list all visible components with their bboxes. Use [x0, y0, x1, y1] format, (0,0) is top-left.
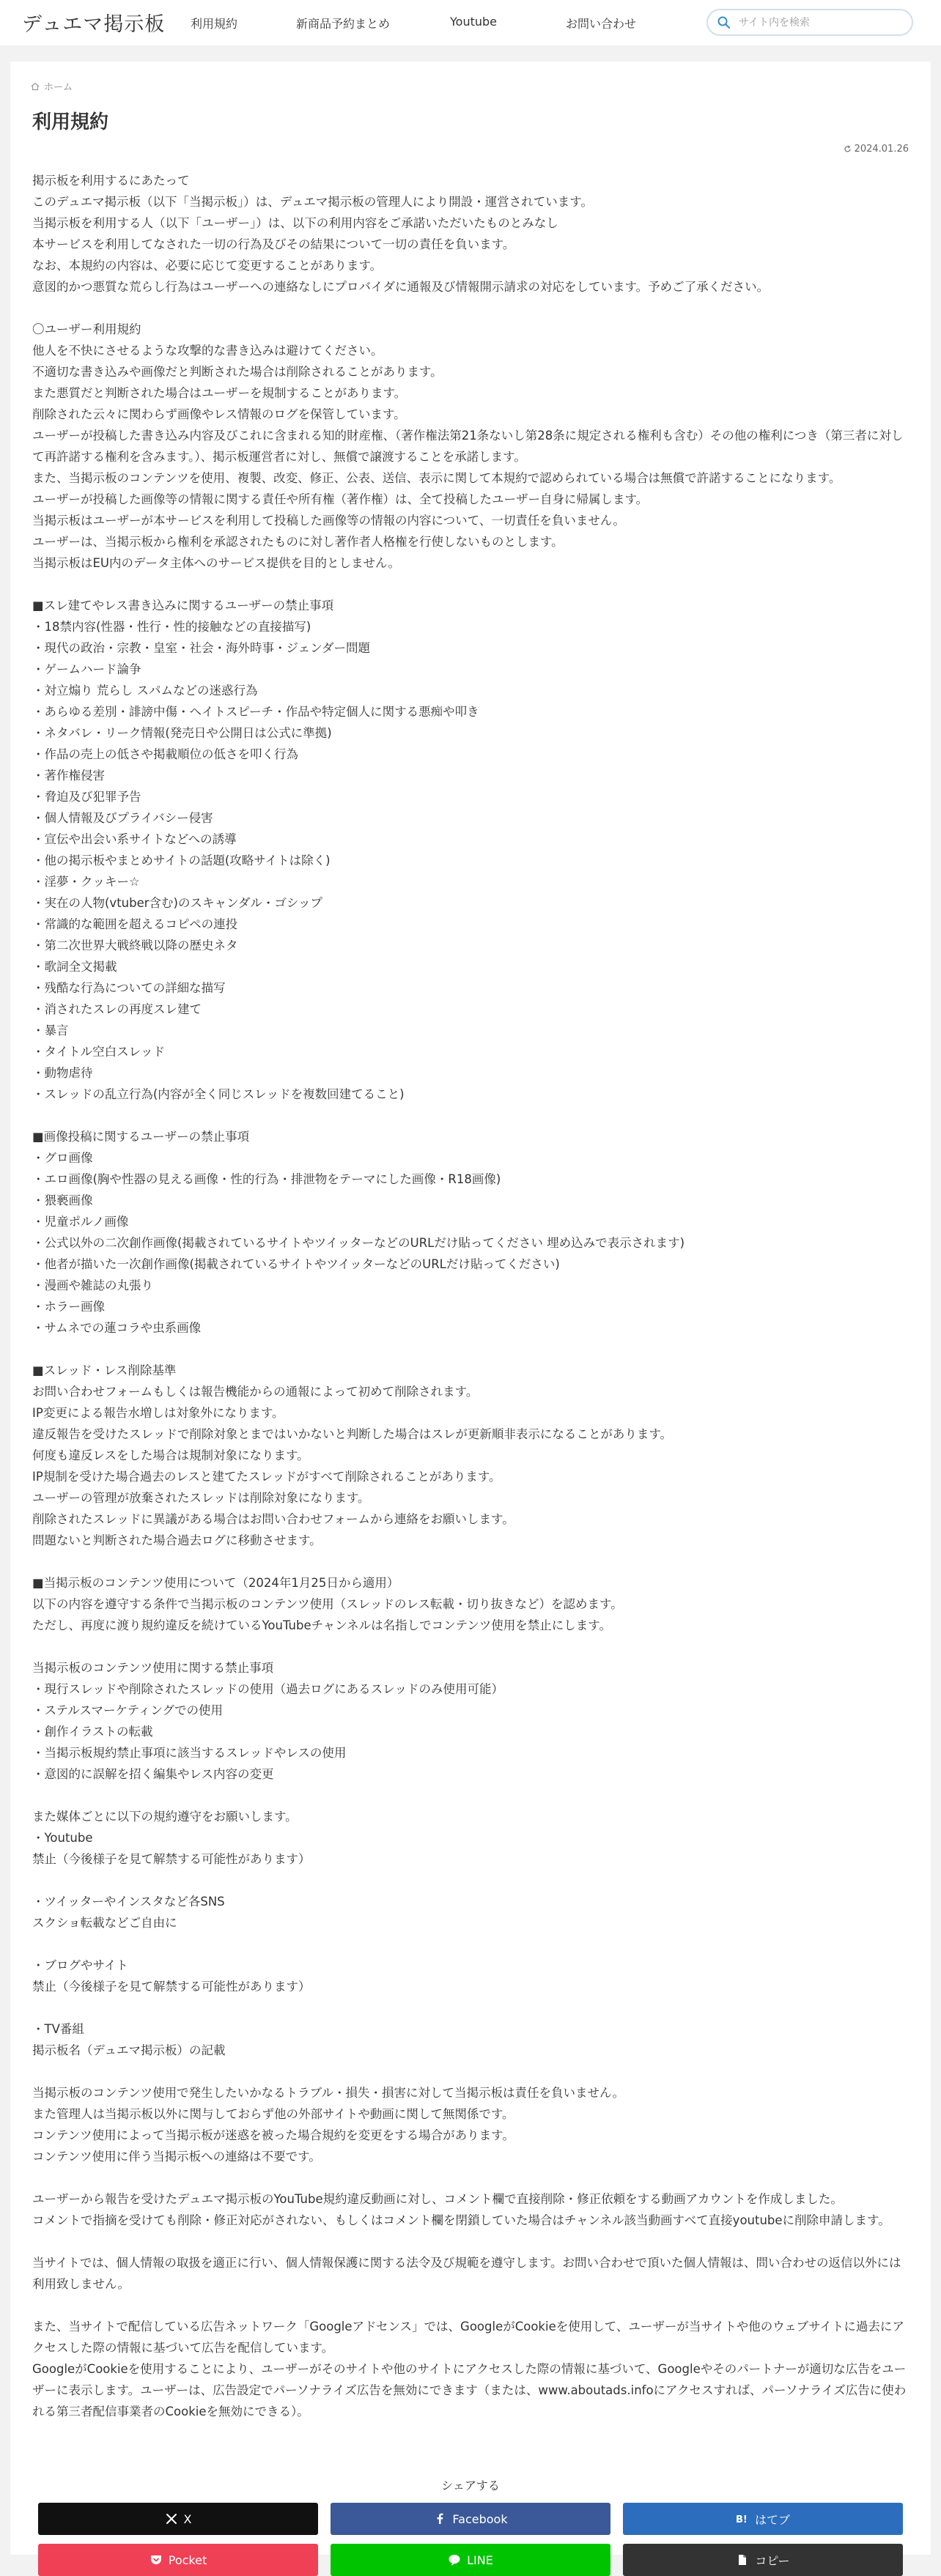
content-line: ・現行スレッドや削除されたスレッドの使用（過去ログにあるスレッドのみ使用可能）: [32, 1682, 504, 1696]
content-line: IP変更による報告水増しは対象外になります。: [32, 1406, 284, 1420]
content-line: 当掲示板はユーザーが本サービスを利用して投稿した画像等の情報の内容について、一切責任を負いません。: [32, 514, 625, 528]
content-line: ・残酷な行為についての詳細な描写: [32, 981, 226, 995]
content-line: 当掲示板はEU内のデータ主体へのサービス提供を目的としません。: [32, 556, 400, 570]
content-line: ・脅迫及び犯罪予告: [32, 790, 141, 804]
content-line: ・TV番組: [32, 2022, 84, 2036]
content-line: ・第二次世界大戦終戦以降の歴史ネタ: [32, 939, 238, 952]
content-line: このデュエマ掲示板（以下「当掲示板」）は、デュエマ掲示板の管理人により開設・運営されています。: [32, 195, 593, 209]
content-line: ・著作権侵害: [32, 769, 105, 782]
content-line: ・現代の政治・宗教・皇室・社会・海外時事・ジェンダー問題: [32, 641, 371, 655]
content-paragraph: [32, 2316, 912, 2422]
content-line: ・創作イラストの転載: [32, 1725, 153, 1739]
content-line: ・18禁内容(性器・性行・性的接触などの直接描写): [32, 620, 311, 634]
post-date: [844, 144, 909, 155]
content-line: 違反報告を受けたスレッドで削除対象とまではいかないと判断した場合はスレが更新順非表示になることがあります。: [32, 1427, 673, 1441]
content-line: ・他の掲示板やまとめサイトの話題(攻略サイトは除く): [32, 854, 331, 867]
content-line: 不適切な書き込みや画像だと判断された場合は削除されることがあります。: [32, 365, 443, 379]
page-title: 利用規約: [32, 111, 109, 133]
content-paragraph: [32, 1657, 912, 1785]
nav-item-terms[interactable]: 利用規約: [191, 17, 238, 31]
content-line: ・意図的に誤解を招く編集やレス内容の変更: [32, 1767, 274, 1781]
content-line: ・ブログやサイト: [32, 1958, 128, 1972]
breadcrumb: [31, 79, 73, 93]
content-line: また媒体ごとに以下の規約遵守をお願いします。: [32, 1810, 298, 1824]
content-line: ・エロ画像(胸や性器の見える画像・性的行為・排泄物をテーマにした画像・R18画像): [32, 1172, 501, 1186]
content-line: 本サービスを利用してなされた一切の行為及びその結果について一切の責任を負います。: [32, 237, 515, 251]
content-line: ・動物虐待: [32, 1066, 93, 1080]
content-line: 当掲示板を利用する人（以下「ユーザー」）は、以下の利用内容をご承諾いただいたものとみなし: [32, 216, 558, 230]
x-logo-icon: [165, 2512, 178, 2525]
content-line: ■画像投稿に関するユーザーの禁止事項: [32, 1130, 250, 1144]
content-line: ユーザーは、当掲示板から権利を承認されたものに対し著作者人格権を行使しないものとします。: [32, 535, 564, 549]
line-icon: [448, 2553, 461, 2566]
content-line: ・グロ画像: [32, 1151, 93, 1165]
content-line: ・対立煽り 荒らし スパムなどの迷惑行為: [32, 684, 258, 697]
content-line: ・ネタバレ・リーク情報(発売日や公開日は公式に準拠): [32, 726, 332, 740]
content-line: ・作品の売上の低さや掲載順位の低さを叩く行為: [32, 747, 298, 761]
content-line: 禁止（今後様子を見て解禁する可能性があります）: [32, 1852, 311, 1866]
content-line: ・歌詞全文掲載: [32, 960, 117, 974]
content-line: コメントで指摘を受けても削除・修正対応がされない、もしくはコメント欄を閉鎖していた場合はチャンネル該当動画すべて直接youtubeに削除申請します。: [32, 2213, 890, 2227]
content-line: 何度も違反レスをした場合は規制対象になります。: [32, 1448, 309, 1462]
share-facebook-label: Facebook: [452, 2512, 508, 2526]
content-line: ただし、再度に渡り規約違反を続けているYouTubeチャンネルは名指しでコンテンツ使用を禁止にします。: [32, 1618, 611, 1632]
content-line: コンテンツ使用に伴う当掲示板への連絡は不要です。: [32, 2150, 321, 2164]
nav-item-youtube[interactable]: Youtube: [450, 15, 497, 29]
svg-text:B!: B!: [735, 2514, 748, 2525]
content-paragraph: [32, 595, 912, 1105]
content-line: また管理人は当掲示板以外に関与しておらず他の外部サイトや動画に関して無関係です。: [32, 2107, 514, 2121]
search-icon[interactable]: [717, 15, 731, 30]
content-line: ・暴言: [32, 1024, 69, 1037]
content-paragraph: [32, 170, 912, 297]
content-line: なお、本規約の内容は、必要に応じて変更することがあります。: [32, 259, 383, 273]
content-line: スクショ転載などご自由に: [32, 1916, 177, 1930]
content-line: ・サムネでの蓮コラや虫系画像: [32, 1321, 202, 1335]
content-line: ・児童ポルノ画像: [32, 1215, 129, 1229]
content-line: ・漫画や雑誌の丸張り: [32, 1278, 153, 1292]
article-card: [10, 62, 931, 2568]
search-box[interactable]: [706, 9, 913, 36]
content-line: ユーザーから報告を受けたデュエマ掲示板のYouTube規約違反動画に対し、コメント欄で直接削除・修正依頼をする動画アカウントを作成しました。: [32, 2192, 843, 2206]
content-line: また悪質だと判断された場合はユーザーを規制することがあります。: [32, 386, 407, 400]
content-paragraph: [32, 2188, 912, 2231]
home-icon: [31, 82, 40, 91]
content-line: ・消されたスレの再度スレ建て: [32, 1002, 202, 1016]
content-line: ・実在の人物(vtuber含む)のスキャンダル・ゴシップ: [32, 896, 322, 910]
pocket-icon: [150, 2553, 163, 2566]
search-input[interactable]: [739, 17, 907, 29]
hatena-bookmark-icon: [736, 2512, 749, 2525]
share-hatena-label: はてブ: [754, 2512, 790, 2527]
content-line: ■当掲示板のコンテンツ使用について（2024年1月25日から適用）: [32, 1576, 399, 1590]
share-section: [10, 2476, 931, 2568]
content-line: 当掲示板のコンテンツ使用に関する禁止事項: [32, 1661, 274, 1675]
content-line: コンテンツ使用によって当掲示板が迷惑を被った場合規約を変更をする場合があります。: [32, 2128, 514, 2142]
content-line: ・ツイッターやインスタなど各SNS: [32, 1895, 225, 1909]
content-line: ・宣伝や出会い系サイトなどへの誘導: [32, 832, 237, 846]
share-pocket-button[interactable]: [38, 2544, 318, 2576]
nav-item-new-products[interactable]: 新商品予約まとめ: [296, 17, 391, 31]
content-line: ユーザーの管理が放棄されたスレッドは削除対象になります。: [32, 1491, 370, 1505]
content-paragraph: [32, 1891, 912, 1933]
content-line: ・個人情報及びプライバシー侵害: [32, 811, 213, 825]
content-paragraph: [32, 1955, 912, 1997]
content-line: 削除されたスレッドに異議がある場合はお問い合わせフォームから連絡をお願いします。: [32, 1512, 514, 1526]
content-line: 〇ユーザー利用規約: [32, 322, 141, 336]
content-line: ■スレ建てやレス書き込みに関するユーザーの禁止事項: [32, 599, 334, 612]
share-x-button[interactable]: [38, 2503, 318, 2535]
content-paragraph: [32, 2082, 912, 2167]
content-line: GoogleがCookieを使用することにより、ユーザーがそのサイトや他のサイトにアクセスした際の情報に基づいて、Googleやそのパートナーが適切な広告をユーザーに表示します。ユーザーは、広告設定でパーソナライズ広告を無効にできます（または、www.aboutads.infoにアクセスすれば、パーソナライズ広告に使われる第三者配信事業者のCookieを無効にできる）。: [32, 2362, 907, 2418]
content-line: 当掲示板のコンテンツ使用で発生したいかなるトラブル・損失・損害に対して当掲示板は責任を負いません。: [32, 2086, 625, 2100]
content-line: ・ゲームハード論争: [32, 662, 141, 676]
content-line: ・他者が描いた一次創作画像(掲載されているサイトやツイッターなどのURLだけ貼ってください): [32, 1257, 560, 1271]
share-facebook-button[interactable]: [331, 2503, 610, 2535]
content-line: ・猥褻画像: [32, 1193, 93, 1207]
content-paragraph: [32, 319, 912, 574]
share-pocket-label: Pocket: [168, 2553, 207, 2567]
content-line: また、当掲示板のコンテンツを使用、複製、改変、修正、公表、送信、表示に関して本規約で認められている場合は無償で許諾することになります。: [32, 471, 841, 485]
content-line: ・公式以外の二次創作画像(掲載されているサイトやツイッターなどのURLだけ貼ってください 埋め込みで表示されます): [32, 1236, 685, 1250]
content-paragraph: [32, 1806, 912, 1870]
content-paragraph: [32, 1360, 912, 1551]
content-line: ・当掲示板規約禁止事項に該当するスレッドやレスの使用: [32, 1746, 347, 1760]
content-line: 削除された云々に関わらず画像やレス情報のログを保管しています。: [32, 407, 406, 421]
site-logo[interactable]: デュエマ掲示板: [22, 13, 166, 36]
share-title: シェアする: [441, 2479, 500, 2492]
content-line: ユーザーが投稿した画像等の情報に関する責任や所有権（著作権）は、全て投稿したユーザー自身に帰属します。: [32, 492, 649, 506]
content-line: 掲示板を利用するにあたって: [32, 174, 190, 188]
terms-content: [32, 170, 912, 2443]
content-line: ・ステルスマーケティングでの使用: [32, 1703, 224, 1717]
content-line: ・淫夢・クッキー☆: [32, 875, 140, 889]
post-date-text: 2024.01.26: [854, 144, 909, 155]
content-line: IP規制を受けた場合過去のレスと建てたスレッドがすべて削除されることがあります。: [32, 1470, 501, 1484]
content-line: また、当サイトで配信している広告ネットワーク「Googleアドセンス」では、GoogleがCookieを使用して、ユーザーが当サイトや他のウェブサイトに過去にアクセスした際の情報に基づいて広告を配信しています。: [32, 2320, 904, 2355]
content-line: 以下の内容を遵守する条件で当掲示板のコンテンツ使用（スレッドのレス転載・切り抜きなど）を認めます。: [32, 1597, 623, 1611]
content-line: 意図的かつ悪質な荒らし行為はユーザーへの連絡なしにプロバイダに通報及び情報開示請求の対応をしています。予めご了承ください。: [32, 280, 770, 294]
content-line: ・スレッドの乱立行為(内容が全く同じスレッドを複数回建てること): [32, 1087, 405, 1101]
content-line: 問題ないと判断された場合過去ログに移動させます。: [32, 1533, 322, 1547]
content-line: 当サイトでは、個人情報の取扱を適正に行い、個人情報保護に関する法令及び規範を遵守します。お問い合わせで頂いた個人情報は、問い合わせの返信以外には利用致しません。: [32, 2256, 901, 2291]
content-line: 掲示板名（デュエマ掲示板）の記載: [32, 2043, 226, 2057]
content-paragraph: [32, 2252, 912, 2295]
facebook-icon: [433, 2512, 446, 2525]
content-line: 他人を不快にさせるような攻撃的な書き込みは避けてください。: [32, 344, 383, 358]
share-copy-button[interactable]: [623, 2544, 903, 2576]
share-line-button[interactable]: [331, 2544, 610, 2576]
share-line-label: LINE: [467, 2553, 493, 2567]
content-line: 禁止（今後様子を見て解禁する可能性があります）: [32, 1980, 311, 1994]
nav-item-contact[interactable]: お問い合わせ: [566, 17, 637, 31]
content-line: ・ホラー画像: [32, 1300, 105, 1314]
content-line: ・タイトル空白スレッド: [32, 1045, 166, 1059]
content-line: お問い合わせフォームもしくは報告機能からの通報によって初めて削除されます。: [32, 1385, 479, 1399]
content-paragraph: [32, 1126, 912, 1339]
copy-icon: [736, 2553, 749, 2566]
content-paragraph: [32, 2018, 912, 2061]
content-line: ・Youtube: [32, 1831, 93, 1845]
refresh-icon: [844, 145, 852, 153]
share-x-label: X: [183, 2512, 192, 2526]
content-line: ■スレッド・レス削除基準: [32, 1363, 177, 1377]
content-line: ユーザーが投稿した書き込み内容及びこれに含まれる知的財産権、（著作権法第21条ないし第28条に規定される権利も含む）その他の権利につき（第三者に対して再許諾する権利を含みます。）、掲示板運営者に対し、無償で譲渡することを承諾します。: [32, 429, 904, 464]
site-header: [0, 0, 941, 45]
content-line: ・常識的な範囲を超えるコピペの連投: [32, 917, 238, 931]
content-paragraph: [32, 1572, 912, 1636]
share-hatena-button[interactable]: [623, 2503, 903, 2535]
breadcrumb-home-link[interactable]: ホーム: [44, 82, 73, 93]
content-line: ・あらゆる差別・誹謗中傷・ヘイトスピーチ・作品や特定個人に関する悪痴や叩き: [32, 705, 479, 719]
share-copy-label: コピー: [755, 2553, 790, 2568]
